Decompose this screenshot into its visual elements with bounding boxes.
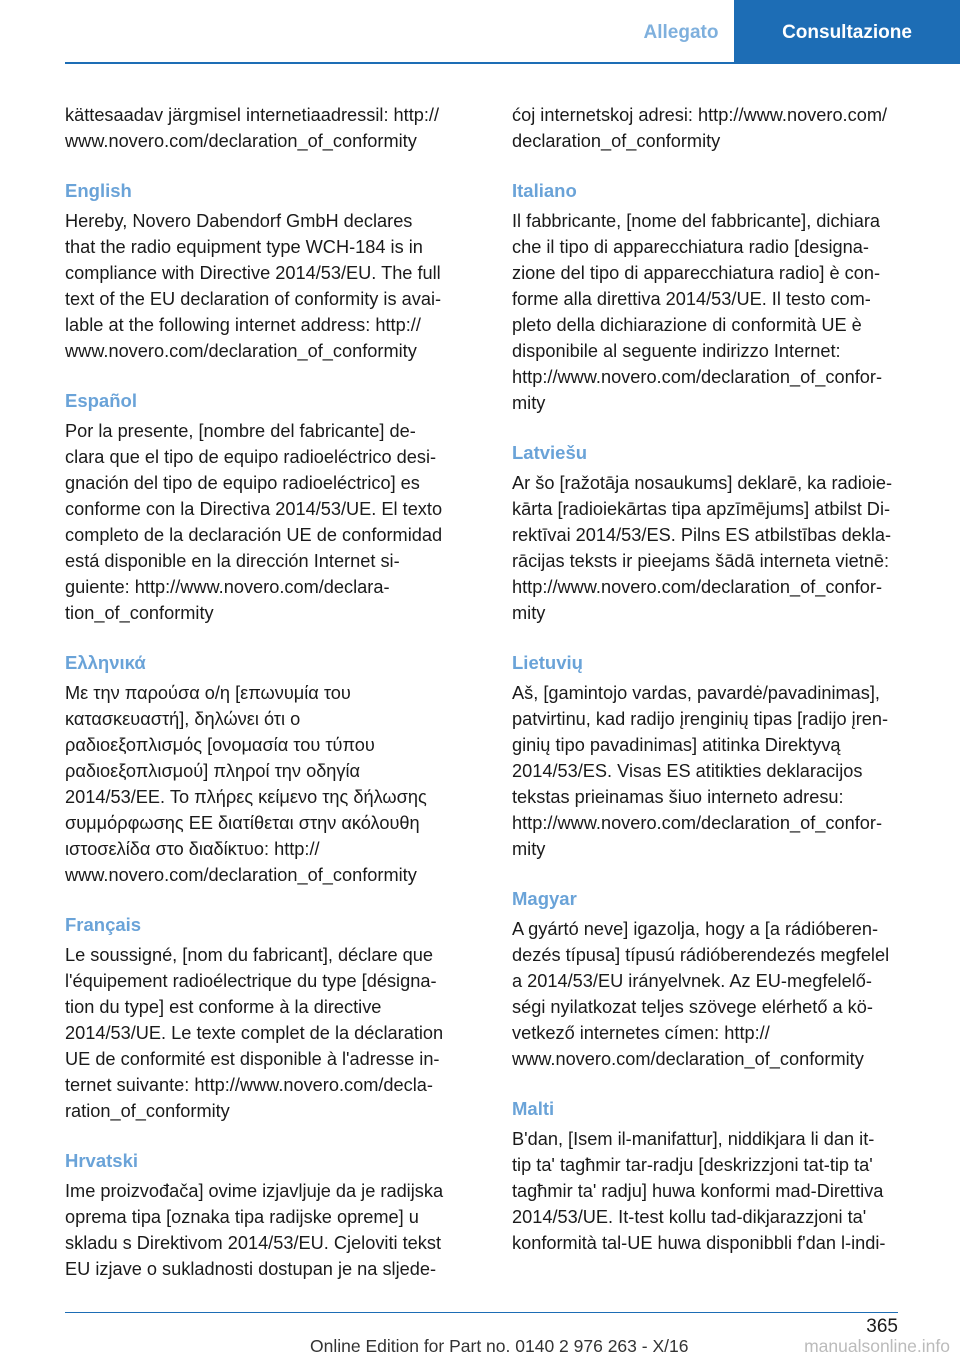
text-line: kättesaadav järgmisel internetiaadressil: http:// — [65, 105, 440, 125]
text-line: ιστοσελίδα στο διαδίκτυο: http:// — [65, 839, 320, 859]
text-line: A gyártó neve] igazolja, hogy a [a rádióberen‐ — [512, 919, 879, 939]
text-line: kārta [radioiekārtas tipa apzīmējums] atbilst Di‐ — [512, 499, 891, 519]
text-line: konformità tal-UE huwa disponibbli f'dan l-indi‐ — [512, 1233, 886, 1253]
text-line: está disponible en la dirección Internet si‐ — [65, 551, 400, 571]
intro-paragraph — [512, 102, 930, 154]
text-line: forme alla direttiva 2014/53/UE. Il testo com‐ — [512, 289, 871, 309]
text-line: disponibile al seguente indirizzo Internet: — [512, 341, 841, 361]
text-line: Με την παρούσα ο/η [επωνυμία του — [65, 683, 351, 703]
declaration-paragraph — [512, 680, 930, 862]
page-number: 365 — [866, 1316, 898, 1337]
text-line: ραδιοεξοπλισμού] πληροί την οδηγία — [65, 761, 361, 781]
text-line: mity — [512, 839, 546, 859]
footer-divider — [65, 1312, 898, 1313]
text-line: rektīvai 2014/53/ES. Pilns ES atbilstības dekla‐ — [512, 525, 892, 545]
text-line: compliance with Directive 2014/53/EU. The full — [65, 263, 441, 283]
declaration-paragraph — [512, 208, 930, 416]
text-line: Hereby, Novero Dabendorf GmbH declares — [65, 211, 413, 231]
brand-watermark: manualsonline.info — [804, 1336, 950, 1356]
text-line: tagħmir ta' radju] huwa konformi mad-Direttiva — [512, 1181, 884, 1201]
text-line: UE de conformité est disponible à l'adresse in‐ — [65, 1049, 440, 1069]
text-line: ginių tipo pavadinimas] atitinka Direktyvą — [512, 735, 841, 755]
text-line: l'équipement radioélectrique du type [désigna‐ — [65, 971, 437, 991]
text-line: mity — [512, 393, 546, 413]
text-line: συμμόρφωσης ΕΕ διατίθεται στην ακόλουθη — [65, 813, 420, 833]
language-heading: Lietuvių — [512, 652, 583, 673]
text-line: http://www.novero.com/declaration_of_confor‐ — [512, 577, 883, 597]
text-line: a 2014/53/EU irányelvnek. Az EU-megfelelő‐ — [512, 971, 872, 991]
language-heading: Hrvatski — [65, 1150, 139, 1171]
text-line: 2014/53/UE. Le texte complet de la déclaration — [65, 1023, 444, 1043]
intro-paragraph — [65, 102, 485, 154]
language-heading: Magyar — [512, 888, 577, 909]
text-line: oprema tipa [oznaka tipa radijske opreme] u — [65, 1207, 419, 1227]
declaration-paragraph — [65, 418, 485, 626]
declaration-paragraph — [512, 470, 930, 626]
text-line: gnación del tipo de equipo radioeléctrico] es — [65, 473, 420, 493]
text-line: EU izjave o sukladnosti dostupan je na sljede‐ — [65, 1259, 437, 1279]
text-line: clara que el tipo de equipo radioeléctrico desi‐ — [65, 447, 437, 467]
text-line: 2014/53/ES. Visas ES atitikties deklaracijos — [512, 761, 863, 781]
language-heading: English — [65, 180, 132, 201]
language-heading: Malti — [512, 1098, 555, 1119]
text-line: www.novero.com/declaration_of_conformity — [512, 1049, 864, 1069]
text-line: vetkező internetes címen: http:// — [512, 1023, 770, 1043]
text-line: skladu s Direktivom 2014/53/EU. Cjeloviti tekst — [65, 1233, 442, 1253]
text-line: conforme con la Directiva 2014/53/UE. El texto — [65, 499, 443, 519]
tab-allegato[interactable]: Allegato — [643, 22, 719, 43]
text-line: Por la presente, [nombre del fabricante] de‐ — [65, 421, 416, 441]
header-divider — [65, 62, 960, 64]
text-line: tion du type] est conforme à la directive — [65, 997, 382, 1017]
text-line: ραδιοεξοπλισμός [ονομασία του τύπου — [65, 735, 375, 755]
declaration-paragraph — [512, 1126, 930, 1256]
text-line: tip ta' tagħmir tar-radju [deskrizzjoni tat-tip ta' — [512, 1155, 873, 1175]
declaration-paragraph — [512, 916, 930, 1072]
right-column — [512, 102, 930, 1256]
text-line: http://www.novero.com/declaration_of_confor‐ — [512, 367, 883, 387]
text-line: Ime proizvođača] ovime izjavljuje da je radijska — [65, 1181, 444, 1201]
left-column — [65, 102, 485, 1282]
text-line: http://www.novero.com/declaration_of_confor‐ — [512, 813, 883, 833]
text-line: mity — [512, 603, 546, 623]
text-line: www.novero.com/declaration_of_conformity — [65, 865, 417, 885]
text-line: that the radio equipment type WCH-184 is in — [65, 237, 423, 257]
page-header — [628, 0, 960, 62]
tab-consultazione[interactable]: Consultazione — [734, 0, 960, 62]
text-line: Le soussigné, [nom du fabricant], déclare que — [65, 945, 434, 965]
declaration-paragraph — [65, 942, 485, 1124]
text-line: Aš, [gamintojo vardas, pavardė/pavadinimas], — [512, 683, 880, 703]
language-heading: Latviešu — [512, 442, 588, 463]
text-line: ségi nyilatkozat teljes szövege elérhető a kö‐ — [512, 997, 873, 1017]
text-line: tekstas prieinamas šiuo interneto adresu: — [512, 787, 844, 807]
text-line: 2014/53/UE. It-test kollu tad-dikjarazzjoni ta' — [512, 1207, 867, 1227]
text-line: B'dan, [Isem il-manifattur], niddikjara li dan it- — [512, 1129, 875, 1149]
declaration-paragraph — [65, 1178, 485, 1282]
text-line: pleto della dichiarazione di conformità UE è — [512, 315, 862, 335]
text-line: Il fabbricante, [nome del fabbricante], dichiara — [512, 211, 881, 231]
edition-text: Online Edition for Part no. 0140 2 976 263 - X/16 — [310, 1336, 689, 1356]
text-line: declaration_of_conformity — [512, 131, 721, 151]
text-line: www.novero.com/declaration_of_conformity — [65, 341, 417, 361]
text-line: ternet suivante: http://www.novero.com/decla‐ — [65, 1075, 433, 1095]
text-line: κατασκευαστή], δηλώνει ότι ο — [65, 709, 301, 729]
text-line: www.novero.com/declaration_of_conformity — [65, 131, 417, 151]
language-heading: Français — [65, 914, 142, 935]
language-heading: Ελληνικά — [65, 652, 146, 673]
declaration-paragraph — [65, 208, 485, 364]
text-line: ration_of_conformity — [65, 1101, 230, 1121]
language-heading: Español — [65, 390, 137, 411]
text-line: tion_of_conformity — [65, 603, 214, 623]
text-line: ćoj internetskoj adresi: http://www.novero.com/ — [512, 105, 888, 125]
declaration-paragraph — [65, 680, 485, 888]
text-line: completo de la declaración UE de conformidad — [65, 525, 443, 545]
text-line: lable at the following internet address: http:// — [65, 315, 421, 335]
text-line: 2014/53/ΕΕ. Το πλήρες κείμενο της δήλωσης — [65, 787, 427, 807]
language-heading: Italiano — [512, 180, 577, 201]
text-line: che il tipo di apparecchiatura radio [designa‐ — [512, 237, 869, 257]
text-line: dezés típusa] típusú rádióberendezés megfelel — [512, 945, 890, 965]
text-line: zione del tipo di apparecchiatura radio] è con‐ — [512, 263, 881, 283]
text-line: Ar šo [ražotāja nosaukums] deklarē, ka radioie‐ — [512, 473, 893, 493]
text-line: guiente: http://www.novero.com/declara‐ — [65, 577, 390, 597]
text-line: patvirtinu, kad radijo įrenginių tipas [radijo įren‐ — [512, 709, 889, 729]
text-line: rācijas teksts ir pieejams šādā interneta vietnē: — [512, 551, 890, 571]
text-line: text of the EU declaration of conformity is avai‐ — [65, 289, 442, 309]
